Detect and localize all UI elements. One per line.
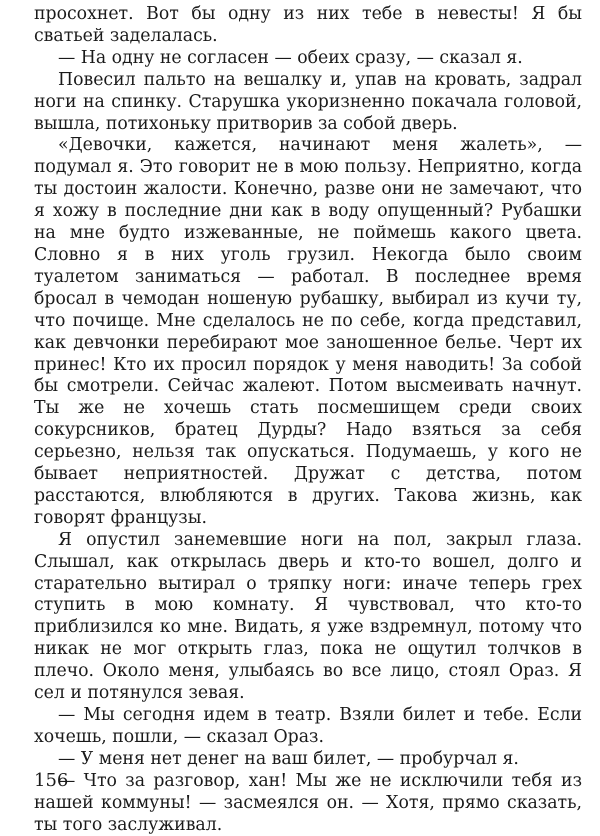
paragraph: Я опустил занемевшие ноги на пол, закрыл глаза. Слышал, как открылась дверь и кто-то вошел, долго и старательно вытирал о тряпку ноги: иначе теперь грех ступить в мою комнату. Я чувствовал, что кто-то приблизился ко мне. Видать, я уже вздремнул, потому что никак не мог открыть глаз, пока не ощутил толчков в плечо. Около меня, улыбаясь во все лицо, стоял Ораз. Я сел и потянулся зевая.: [34, 529, 582, 704]
paragraph-dialogue: — На одну не согласен — обеих сразу, — сказал я.: [58, 47, 523, 68]
body-text: [34, 4, 582, 836]
paragraph-dialogue: — Что за разговор, хан! Мы же не исключили тебя из нашей коммуны! — засмеялся он. — Хотя, прямо сказать, ты того заслуживал.: [34, 770, 582, 835]
paragraph-dialogue: — У меня нет денег на ваш билет, — пробурчал я.: [58, 748, 519, 769]
paragraph-dialogue: — Мы сегодня идем в театр. Взяли билет и тебе. Если хочешь, пошли, — сказал Ораз.: [34, 705, 582, 747]
paragraph-continuation: просохнет. Вот бы одну из них тебе в невесты! Я бы сватьей заделалась.: [34, 4, 582, 46]
page-number: 156: [34, 770, 69, 791]
paragraph: «Девочки, кажется, начинают меня жалеть», — подумал я. Это говорит не в мою пользу. Неприятно, когда ты достоин жалости. Конечно, разве они не замечают, что я хожу в последние дни как в воду опущенный? Рубашки на мне будто изжеванные, не поймешь какого цвета. Словно я в них уголь грузил. Некогда было своим туалетом заниматься — работал. В последнее время бросал в чемодан ношеную рубашку, выбирал из кучи ту, что почище. Мне сделалось не по себе, когда представил, как девчонки перебирают мое заношенное белье. Черт их принес! Кто их просил порядок у меня наводить! За собой бы смотрели. Сейчас жалеют. Потом высмеивать начнут. Ты же не хочешь стать посмешищем среди своих сокурсников, братец Дурды? Надо взяться за себя серьезно, нельзя так опускаться. Подумаешь, у кого не бывает неприятностей. Дружат с детства, потом расстаются, влюбляются в других. Такова жизнь, как говорят французы.: [34, 135, 582, 528]
paragraph: Повесил пальто на вешалку и, упав на кровать, задрал ноги на спинку. Старушка укоризненно покачала головой, вышла, потихоньку притворив за собой дверь.: [34, 69, 582, 134]
